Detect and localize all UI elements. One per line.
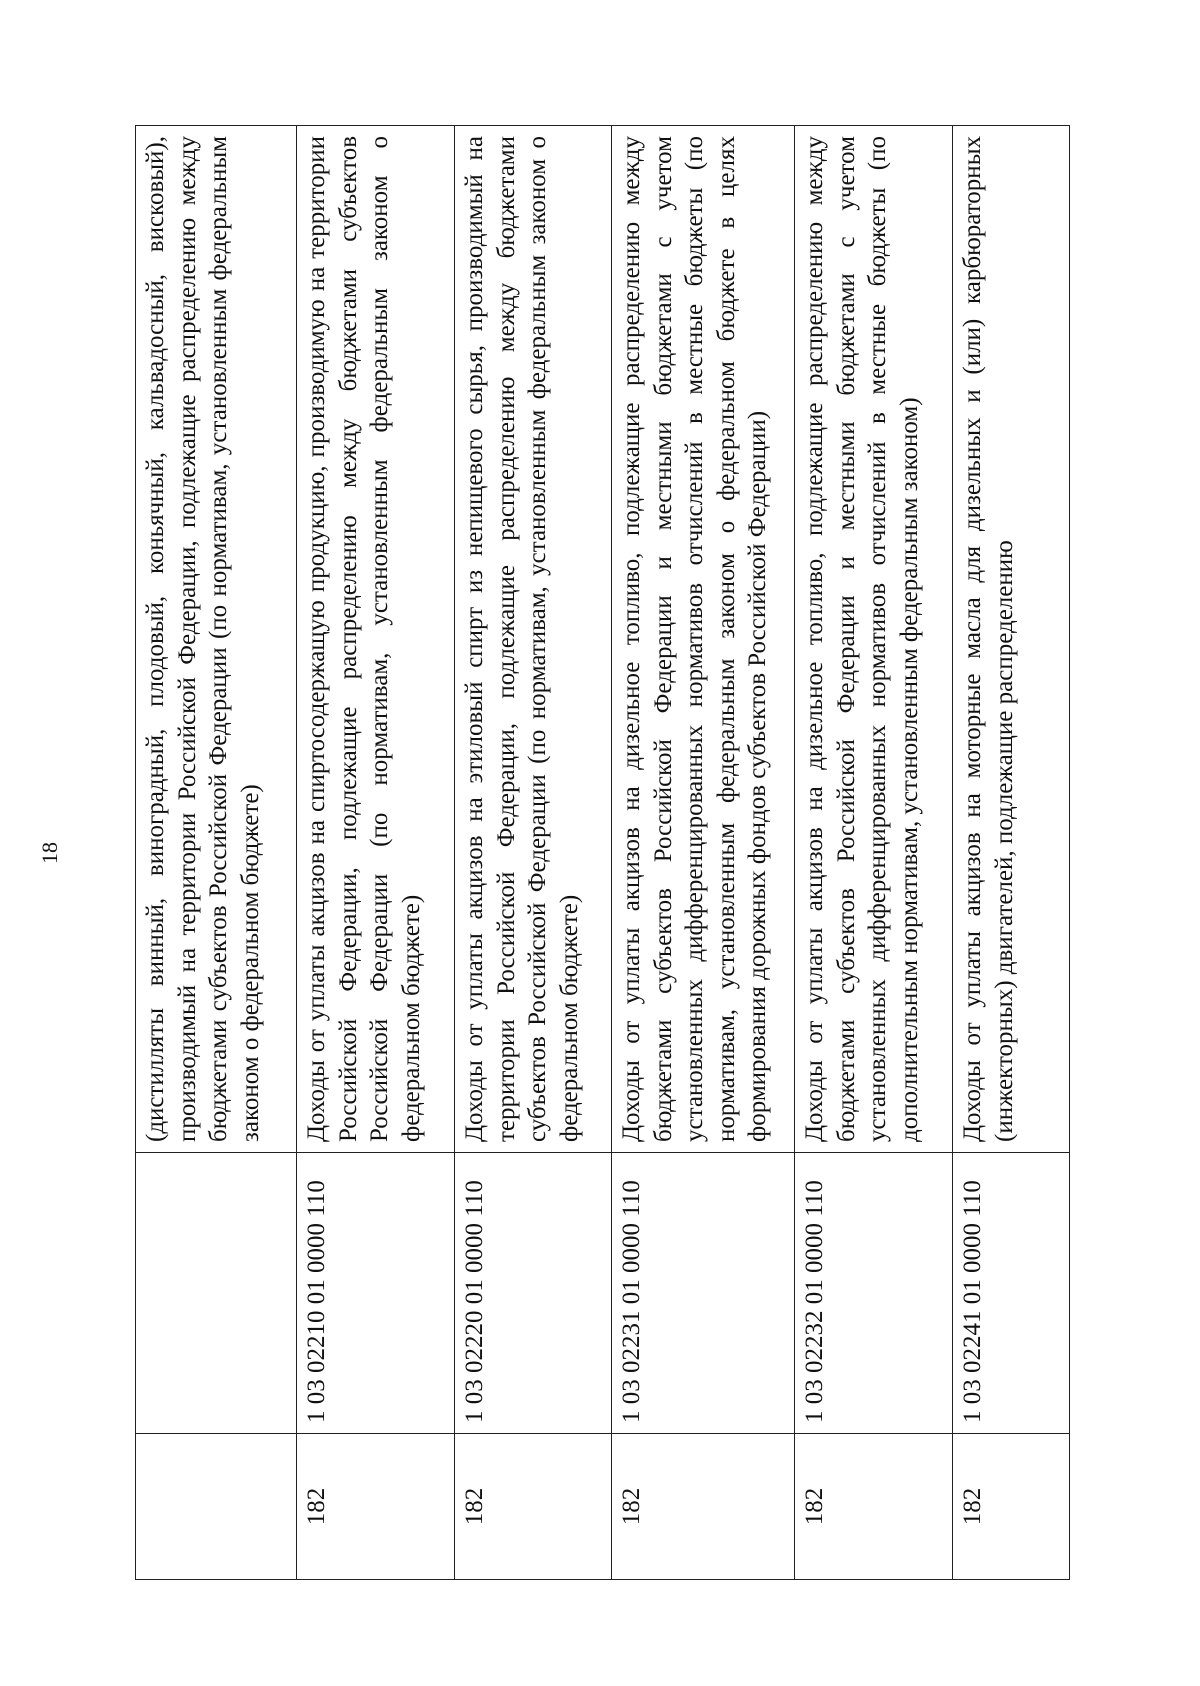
- admin-code-cell: 182: [455, 1434, 612, 1580]
- table-row: [953, 126, 1070, 1580]
- kbk-code-cell: 1 03 02241 01 0000 110: [953, 1153, 1070, 1434]
- admin-code-cell: 182: [297, 1434, 455, 1580]
- admin-code-cell: 182: [953, 1434, 1070, 1580]
- kbk-code-cell: 1 03 02220 01 0000 110: [455, 1153, 612, 1434]
- kbk-code-cell: 1 03 02232 01 0000 110: [795, 1153, 953, 1434]
- table-row: [136, 126, 297, 1580]
- table-row: [795, 126, 953, 1580]
- table-row: [455, 126, 612, 1580]
- table-row: [297, 126, 455, 1580]
- document-sheet: [135, 125, 1070, 1580]
- description-cell: (дистилляты винный, виноградный, плодовый, коньячный, кальвадосный, висковый), производимый на территории Российской Федерации, подлежащие распределению между бюджетами субъектов Российской Федерации (по нормативам, установленным федеральным законом о федеральном бюджете): [136, 126, 297, 1153]
- description-cell: Доходы от уплаты акцизов на моторные масла для дизельных и (или) карбюраторных (инжекторных) двигателей, подлежащие распределению: [953, 126, 1070, 1153]
- description-cell: Доходы от уплаты акцизов на дизельное топливо, подлежащие распределению между бюджетами субъектов Российской Федерации и местными бюджетами с учетом установленных дифференцированных нормативов отчислений в местные бюджеты (по дополнительным нормативам, установленным федеральным законом): [795, 126, 953, 1153]
- admin-code-cell: [136, 1434, 297, 1580]
- revenue-codes-table: [135, 125, 1070, 1580]
- page-number: 18: [37, 842, 62, 864]
- table-row: [612, 126, 795, 1580]
- kbk-code-cell: 1 03 02210 01 0000 110: [297, 1153, 455, 1434]
- rotated-table-area: [135, 125, 1070, 1580]
- description-cell: Доходы от уплаты акцизов на этиловый спирт из непищевого сырья, производимый на территории Российской Федерации, подлежащие распределению между бюджетами субъектов Российской Федерации (по нормативам, установленным федеральным законом о федеральном бюджете): [455, 126, 612, 1153]
- kbk-code-cell: 1 03 02231 01 0000 110: [612, 1153, 795, 1434]
- admin-code-cell: 182: [795, 1434, 953, 1580]
- kbk-code-cell: [136, 1153, 297, 1434]
- description-cell: Доходы от уплаты акцизов на дизельное топливо, подлежащие распределению между бюджетами субъектов Российской Федерации и местными бюджетами с учетом установленных дифференцированных нормативов отчислений в местные бюджеты (по нормативам, установленным федеральным законом о федеральном бюджете в целях формирования дорожных фондов субъектов Российской Федерации): [612, 126, 795, 1153]
- admin-code-cell: 182: [612, 1434, 795, 1580]
- description-cell: Доходы от уплаты акцизов на спиртосодержащую продукцию, производимую на территории Российской Федерации, подлежащие распределению между бюджетами субъектов Российской Федерации (по нормативам, установленным федеральным законом о федеральном бюджете): [297, 126, 455, 1153]
